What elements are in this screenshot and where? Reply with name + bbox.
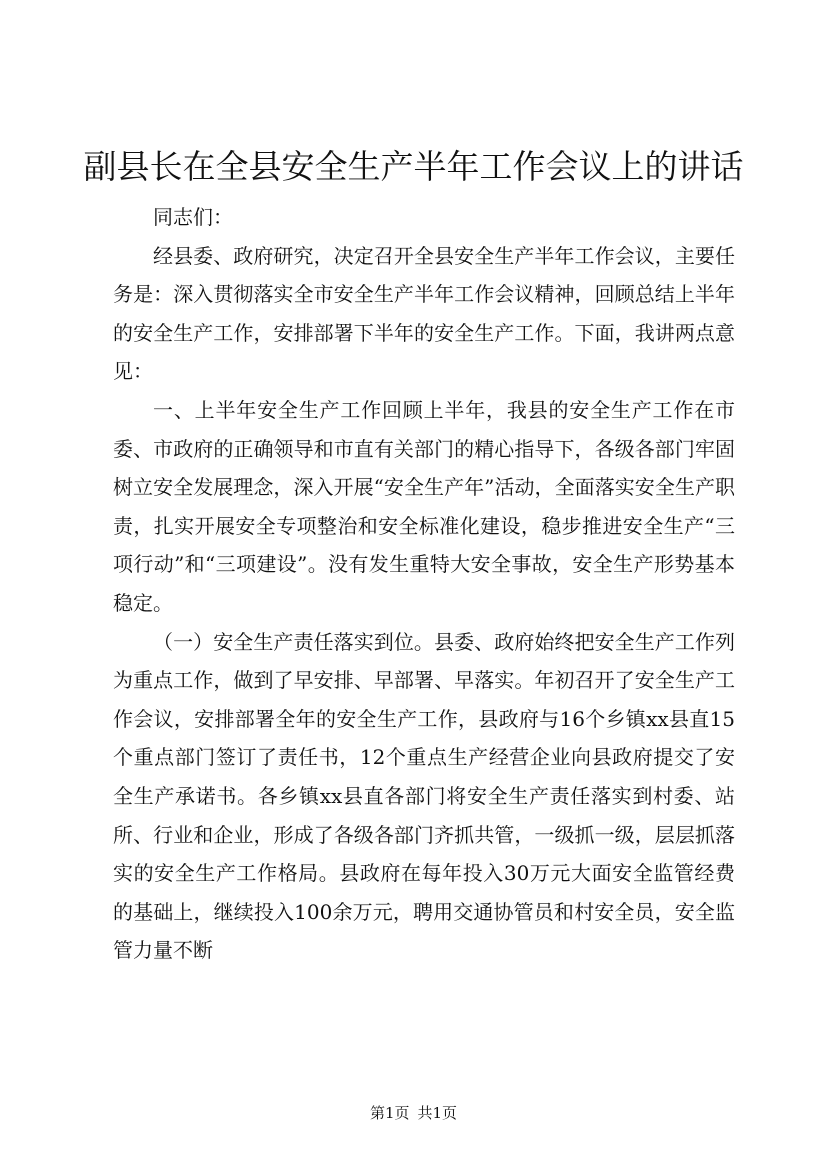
page-footer xyxy=(0,1103,827,1123)
intro-paragraph: 经县委、政府研究，决定召开全县安全生产半年工作会议，主要任务是：深入贯彻落实全市安全生产半年工作会议精神，回顾总结上半年的安全生产工作，安排部署下半年的安全生产工作。下面，我讲两点意见： xyxy=(113,243,735,384)
section-one-paragraph: 一、上半年安全生产工作回顾上半年，我县的安全生产工作在市委、市政府的正确领导和市直有关部门的精心指导下，各级各部门牢固树立安全发展理念，深入开展“安全生产年”活动，全面落实安全生产职责，扎实开展安全专项整治和安全标准化建设，稳步推进安全生产“三项行动”和“三项建设”。没有发生重特大安全事故，安全生产形势基本稳定。 xyxy=(113,397,735,615)
document-title: 副县长在全县安全生产半年工作会议上的讲话 xyxy=(83,147,744,186)
document-body xyxy=(113,198,735,970)
salutation-paragraph: 同志们： xyxy=(153,205,233,229)
page-total: 共1页 xyxy=(417,1104,458,1122)
subsection-one-paragraph: （一）安全生产责任落实到位。县委、政府始终把安全生产工作列为重点工作，做到了早安排、早部署、早落实。年初召开了安全生产工作会议，安排部署全年的安全生产工作，县政府与16个乡镇xx县直15个重点部门签订了责任书，12个重点生产经营企业向县政府提交了安全生产承诺书。各乡镇xx县直各部门将安全生产责任落实到村委、站所、行业和企业，形成了各级各部门齐抓共管，一级抓一级，层层抓落实的安全生产工作格局。县政府在每年投入30万元大面安全监管经费的基础上，继续投入100余万元，聘用交通协管员和村安全员，安全监管力量不断 xyxy=(113,629,735,963)
page-number: 第1页 xyxy=(369,1104,410,1122)
